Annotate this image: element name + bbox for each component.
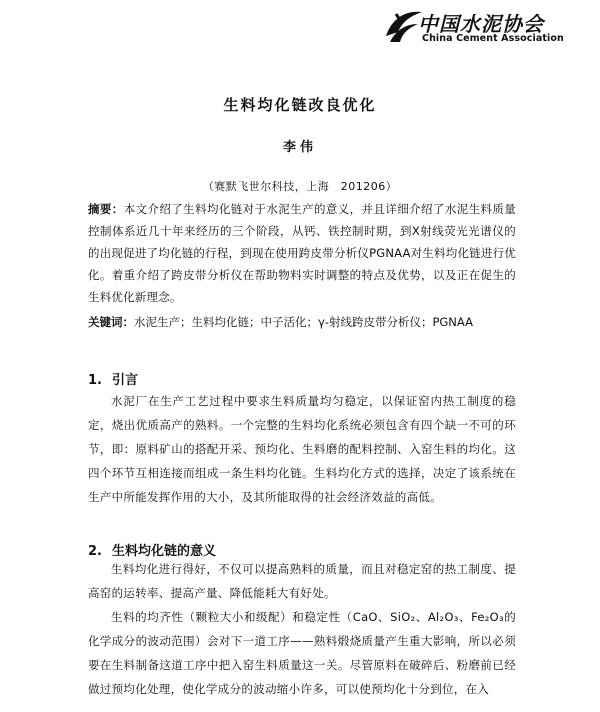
article-title: 生料均化链改良优化 [223,96,377,114]
author-name: 李伟 [282,140,317,155]
keywords-label: 关键词： [88,315,134,329]
abstract [88,198,516,308]
keywords-text: 水泥生产；生料均化链；中子活化；γ-射线跨皮带分析仪；PGNAA [134,315,473,329]
section-body-significance [88,557,516,701]
affiliation: （赛默飞世尔科技，上海 201206） [202,180,398,193]
section-title: 生料均化链的意义 [111,544,216,559]
section-number: 1. [88,373,102,388]
abstract-text: 本文介绍了生料均化链对于水泥生产的意义，并且详细介绍了水泥生料质量控制体系近几十年来经历的三个阶段，从钙、铁控制时期，到X射线荧光光谱仪的的出现促进了均化链的行程，到现在使用跨皮带分析仪PGNAA对生料均化链进行优化。着重介绍了跨皮带分析仪在帮助物料实时调整的特点及优势，以及正在促生的生料优化新理念。 [88,202,516,304]
logo-english-name: China Cement Association [422,33,564,44]
paragraph: 生料均化进行得好，不仅可以提高熟料的质量，而且对稳定窑的热工制度、提高窑的运转率、提高产量、降低能耗大有好处。 [88,562,516,600]
paragraph: 水泥厂在生产工艺过程中要求生料质量均匀稳定，以保证窑内热工制度的稳定，烧出优质高产的熟料。一个完整的生料均化系统必须包含有四个缺一不可的环节，即：原料矿山的搭配开采、预均化、生料磨的配料控制、入窑生料的均化。这四个环节互相连接而组成一条生料均化链。生料均化方式的选择，决定了该系统在生产中所能发挥作用的大小，及其所能取得的社会经济效益的高低。 [88,394,516,504]
keywords [88,312,528,332]
section-heading-introduction [88,369,148,388]
association-logo [382,4,594,48]
logo-chinese-name: 中国水泥协会 [418,12,544,36]
paragraph: 生料的均齐性（颗粒大小和级配）和稳定性（CaO、SiO₂、Al₂O₃、Fe₂O₃的化学成分的波动范围）会对下一道工序——熟料煅烧质量产生重大影响，所以必须要在生料制备这道工序中把入窑生料质量这一关。尽管原料在破碎后、粉磨前已经做过预均化处理，使化学成分的波动缩小许多，可以使预均化十分到位，在入 [88,610,516,696]
section-number: 2. [88,544,102,559]
section-body-introduction [88,389,516,509]
abstract-label: 摘要： [88,202,124,216]
section-title: 引言 [111,373,138,388]
